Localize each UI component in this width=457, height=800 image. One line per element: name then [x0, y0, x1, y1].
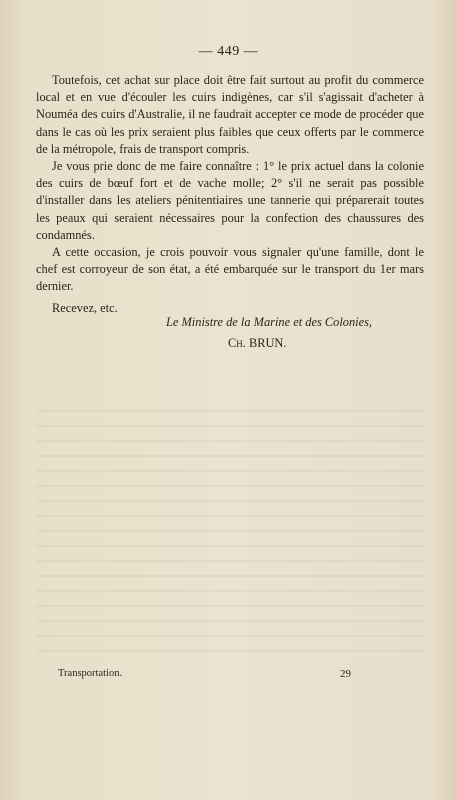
- footer-label: Transportation.: [58, 668, 123, 679]
- signature-name: Ch. BRUN.: [228, 336, 287, 350]
- show-through-texture: [36, 410, 426, 660]
- sheet-number: 29: [340, 668, 351, 680]
- page-number: — 449 —: [198, 44, 259, 59]
- paragraph-3: A cette occasion, je crois pouvoir vous signaler qu'une famille, dont le chef est corroyeur de son état, a été embarquée sur le transport du 1er mars dernier.: [36, 245, 424, 294]
- signature-block: [0, 312, 457, 354]
- paragraph-2: Je vous prie donc de me faire connaître : 1° le prix actuel dans la colonie des cuirs de bœuf fort et de vache molle; 2° s'il ne serait pas possible d'installer dans les ateliers pénitentiaires une tannerie qui préparerait toutes les peaux qui seraient nécessaires pour la confection des chaussures des condamnés.: [36, 159, 424, 242]
- paragraph-1: Toutefois, cet achat sur place doit être fait surtout au profit du commerce local et en vue d'écouler les cuirs indigènes, car s'il s'agissait d'acheter à Nouméa des cuirs d'Australie, il ne faudrait accepter ce mode de procéder que dans le cas où les prix seraient plus faibles que ceux offerts par le commerce de la métropole, frais de transport compris.: [36, 73, 424, 156]
- letter-body: [36, 72, 424, 317]
- greeting: Recevez, etc.: [52, 300, 118, 315]
- signature-title: Le Ministre de la Marine et des Colonies,: [166, 315, 373, 329]
